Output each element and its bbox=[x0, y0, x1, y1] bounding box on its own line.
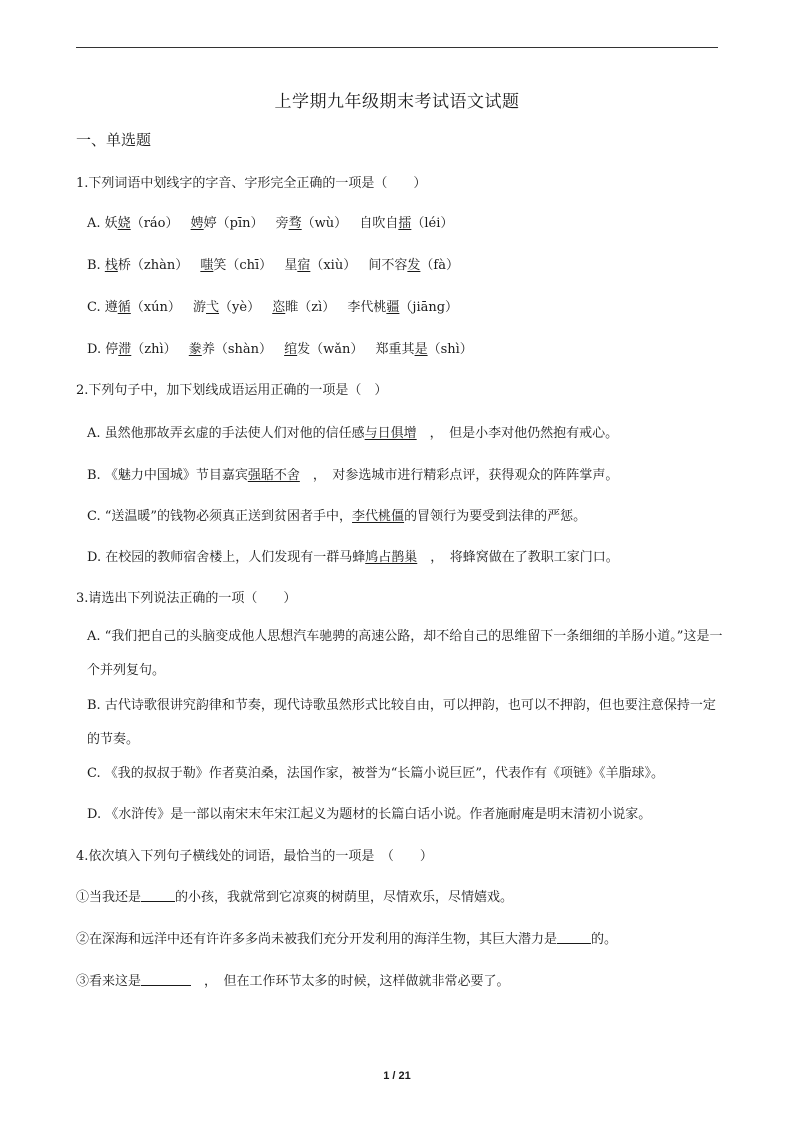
q2-option-a: A. 虽然他那故弄玄虚的手法使人们对他的信任感与日俱增 ， 但是小李对他仍然抱有戒心。 bbox=[87, 426, 619, 441]
question-4-stem: 4.依次填入下列句子横线处的词语，最恰当的一项是 （ ） bbox=[76, 849, 433, 864]
q2-option-c: C. “送温暖”的钱物必须真正送到贫困者手中，李代桃僵的冒领行为要受到法律的严惩。 bbox=[87, 509, 587, 524]
q3-option-c: C. 《我的叔叔于勒》作者莫泊桑，法国作家，被誉为“长篇小说巨匠”，代表作有《项链》《羊脂球》。 bbox=[87, 766, 665, 781]
question-3-stem: 3.请选出下列说法正确的一项（ ） bbox=[76, 591, 297, 606]
header-rule bbox=[76, 47, 718, 48]
page-title: 上学期九年级期末考试语文试题 bbox=[274, 92, 520, 112]
q1-option-d: D. 停滞（zhì） 豢养（shàn） 绾发（wǎn） 郑重其是（shì） bbox=[87, 342, 473, 357]
q3-option-b: B. 古代诗歌很讲究韵律和节奏，现代诗歌虽然形式比较自由，可以押韵，也可以不押韵，但也要注意保持一定的节奏。 bbox=[87, 698, 716, 747]
fill-blank bbox=[141, 889, 175, 902]
q4-sentence-3: ③看来这是 ， 但在工作环节太多的时候，这样做就非常必要了。 bbox=[76, 974, 510, 989]
page-number: 1 / 21 bbox=[383, 1070, 411, 1082]
q3-option-d: D. 《水浒传》是一部以南宋末年宋江起义为题材的长篇白话小说。作者施耐庵是明末清初小说家。 bbox=[87, 807, 652, 822]
q4-sentence-1: ①当我还是 的小孩，我就常到它凉爽的树荫里，尽情欢乐，尽情嬉戏。 bbox=[76, 890, 514, 905]
question-1-stem: 1.下列词语中划线字的字音、字形完全正确的一项是（ ） bbox=[76, 176, 427, 191]
q1-option-c: C. 遵循（xún） 游弋（yè） 恣睢（zì） 李代桃疆（jiāng） bbox=[87, 300, 459, 315]
section-heading: 一、单选题 bbox=[76, 131, 152, 149]
fill-blank bbox=[141, 973, 191, 986]
q1-option-b: B. 栈桥（zhàn） 嗤笑（chī） 星宿（xiù） 间不容发（fà） bbox=[87, 258, 459, 273]
q4-sentence-2: ②在深海和远洋中还有许许多多尚未被我们充分开发利用的海洋生物，其巨大潜力是 的。 bbox=[76, 932, 618, 947]
q2-option-b: B. 《魅力中国城》节目嘉宾强聒不舍 ， 对参选城市进行精彩点评，获得观众的阵阵掌声。 bbox=[87, 468, 619, 483]
q1-option-a: A. 妖娆（ráo） 娉婷（pīn） 旁骛（wù） 自吹自擂（léi） bbox=[87, 216, 454, 231]
fill-blank bbox=[557, 931, 591, 944]
question-2-stem: 2.下列句子中，加下划线成语运用正确的一项是（ ） bbox=[76, 383, 388, 398]
q3-option-a: A. “我们把自己的头脑变成他人思想汽车驰骋的高速公路，却不给自己的思维留下一条细细的羊肠小道。”这是一个并列复句。 bbox=[87, 629, 723, 678]
q2-option-d: D. 在校园的教师宿舍楼上，人们发现有一群马蜂鸠占鹊巢 ， 将蜂窝做在了教职工家门口。 bbox=[87, 550, 619, 565]
